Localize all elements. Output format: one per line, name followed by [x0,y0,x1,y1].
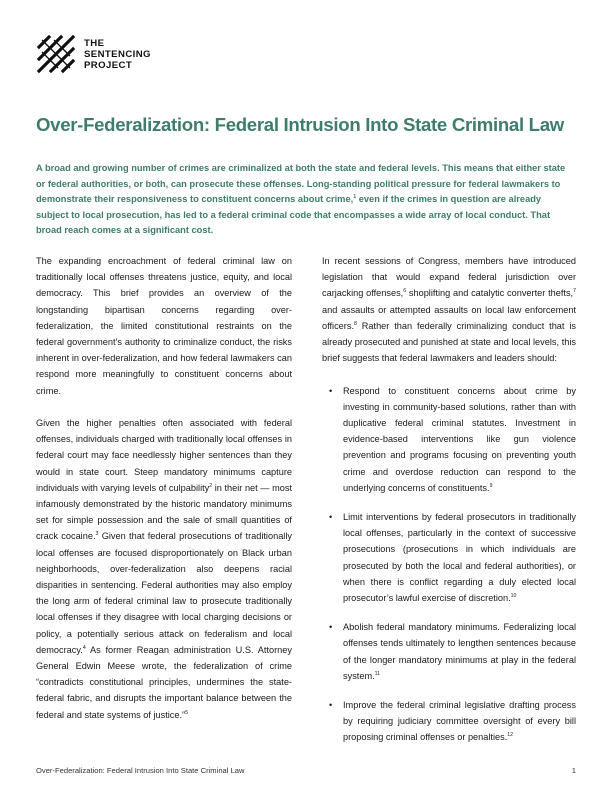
body-text: Given that federal prosecutions of traditionally local offenses are focused disproportionately on Black urban neighborhoods, over-federalization also deepens racial disparities in sentencing. Federal authorities may also employ the long arm of federal criminal law to prosecute traditionally local offenses if they disagree with local charging decisions or policy, a potentially serious attack on federalism and local democracy. [36,531,292,655]
footnote-ref: 5 [185,709,188,716]
footnote-ref: 1 [353,194,357,201]
list-item [322,619,576,684]
list-item-text: Limit interventions by federal prosecutors in traditionally local offenses, particularly in the context of successive prosecutions (prosecutions in which individuals are prosecuted by both the local and federal authorities), or when there is conflict regarding a duly elected local prosecutor’s lawful exercise of discretion. [343,512,576,604]
list-item-text: Improve the federal criminal legislative drafting process by requiring judiciary committee oversight of every bill proposing criminal offenses or penalties. [343,700,576,743]
bullet-glyph: • [329,622,333,633]
footnote-ref: 2 [209,482,213,489]
page-number: 1 [571,766,576,775]
body-text: and assaults or attempted assaults on local law enforcement officers. [322,304,576,331]
list-item-text: Abolish federal mandatory minimums. Federalizing local offenses tends ultimately to lengthen sentences because of the longer mandatory minimums at play in the federal system. [343,622,576,681]
footnote-ref: 7 [573,288,576,295]
page-footer [36,766,576,775]
footnote-ref: 12 [507,732,514,739]
page-title: Over-Federalization: Federal Intrusion Into State Criminal Law [36,114,564,135]
bullet-glyph: • [329,512,333,523]
lead-text: A broad and growing number of crimes are criminalized at both the state and federal levels. This means that either state or federal authorities, or both, can prosecute these offenses. Long-standing political pressure for federal lawmakers to demonstrate their responsiveness to constituent concerns about crime, [36,163,566,205]
body-text: Given the higher penalties often associated with federal offenses, individuals charged with traditionally local offenses in federal court may face needlessly higher sentences than they would in state court. Steep mandatory minimums capture individuals with varying levels of culpability [36,418,292,493]
footnote-ref: 9 [489,482,493,489]
lead-text: even if the crimes in question are already subject to local prosecution, has led to a federal criminal code that encompasses a wide array of local conduct. That broad reach comes at a significant cost. [36,194,551,236]
recommendation-list [322,383,576,746]
sentencing-project-logo-icon [36,34,76,74]
footnote-ref: 10 [510,592,517,599]
body-text: As former Reagan administration U.S. Attorney General Edwin Meese wrote, the federalization of crime “contradicts constitutional principles, undermines the state-federal fabric, and disrupts the important balance between the federal and state systems of justice.” [36,644,292,720]
body-paragraph [36,415,292,723]
bullet-glyph: • [329,385,333,396]
bullet-glyph: • [329,700,333,711]
footnote-ref: 3 [95,531,99,538]
footnote-ref: 4 [82,644,86,651]
right-column [322,253,576,759]
logo-wordmark [84,38,151,71]
body-paragraph [322,253,576,366]
body-paragraph: The expanding encroachment of federal criminal law on traditionally local offenses threatens justice, equity, and local democracy. This brief provides an overview of the longstanding bipartisan concerns regarding over-federalization, the limited constitutional restraints on the federal government’s authority to criminalize conduct, the risks inherent in over-federalization, and how federal lawmakers can respond more meaningfully to constituent concerns about crime. [36,256,292,396]
logo-line: PROJECT [84,59,133,71]
logo [36,34,151,74]
lead-paragraph [36,161,576,239]
body-text: shoplifting and catalytic converter thefts, [406,288,574,299]
footnote-ref: 11 [374,670,381,677]
footnote-ref: 8 [354,320,357,327]
left-column [36,253,292,739]
logo-line: THE [84,37,105,49]
list-item-text: Respond to constituent concerns about crime by investing in community-based solutions, rather than with duplicative federal criminal statutes. Investment in evidence-based interventions like gun violence prevention and programs focusing on preventing youth crime and overdose reduction can respond to the underlying concerns of constituents. [343,385,576,493]
list-item [322,697,576,746]
list-item [322,509,576,606]
body-text: in their net — most infamously demonstrated by the historic mandatory minimums set for simple possession and the sale of small quantities of crack cocaine. [36,482,292,542]
body-text: In recent sessions of Congress, members have introduced legislation that would expand federal jurisdiction over carjacking offenses, [322,256,576,299]
logo-line: SENTENCING [84,48,151,60]
footer-title: Over-Federalization: Federal Intrusion Into State Criminal Law [36,766,245,775]
list-item [322,383,576,496]
footnote-ref: 6 [403,288,407,295]
body-text: Rather than federally criminalizing conduct that is already prosecuted and punished at state and local levels, this brief suggests that federal lawmakers and leaders should: [322,320,576,364]
